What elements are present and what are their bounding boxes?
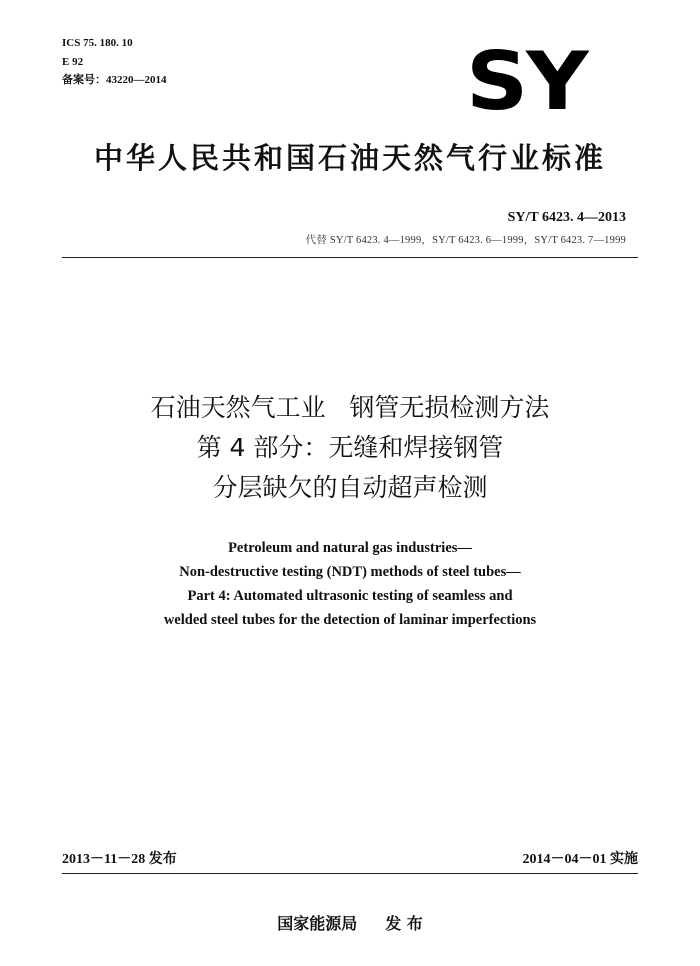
english-title-line-1: Petroleum and natural gas industries— [228,540,472,556]
standard-number: SY/T 6423. 4—2013 [507,210,626,225]
chinese-title [0,388,700,508]
issue-date: 2013－11－28 发布 [62,852,177,867]
publisher-name: 国家能源局 [277,914,358,933]
footer-divider [62,873,638,874]
english-title [0,536,700,632]
issuing-organization-title: 中华人民共和国石油天然气行业标准 [93,141,606,175]
sy-logo: SY [466,35,587,128]
header-divider [62,257,638,258]
chinese-title-line-1: 石油天然气工业 钢管无损检测方法 [150,393,550,422]
classification-code: E 92 [62,56,84,68]
english-title-line-3: Part 4: Automated ultrasonic testing of seamless and [187,588,513,604]
chinese-title-line-3: 分层缺欠的自动超声检测 [212,473,488,502]
chinese-title-line-2: 第 4 部分：无缝和焊接钢管 [196,433,504,462]
english-title-line-2: Non-destructive testing (NDT) methods of steel tubes— [179,564,521,580]
record-number: 备案号：43220—2014 [62,74,167,86]
english-title-line-4: welded steel tubes for the detection of laminar imperfections [163,612,537,628]
replaces-note: 代替 SY/T 6423. 4—1999，SY/T 6423. 6—1999，SY/T 6423. 7—1999 [305,235,626,246]
publisher-action: 发 布 [385,914,423,933]
ics-code: ICS 75. 180. 10 [62,37,133,49]
publisher [0,911,700,934]
implementation-date: 2014－04－01 实施 [522,852,638,867]
